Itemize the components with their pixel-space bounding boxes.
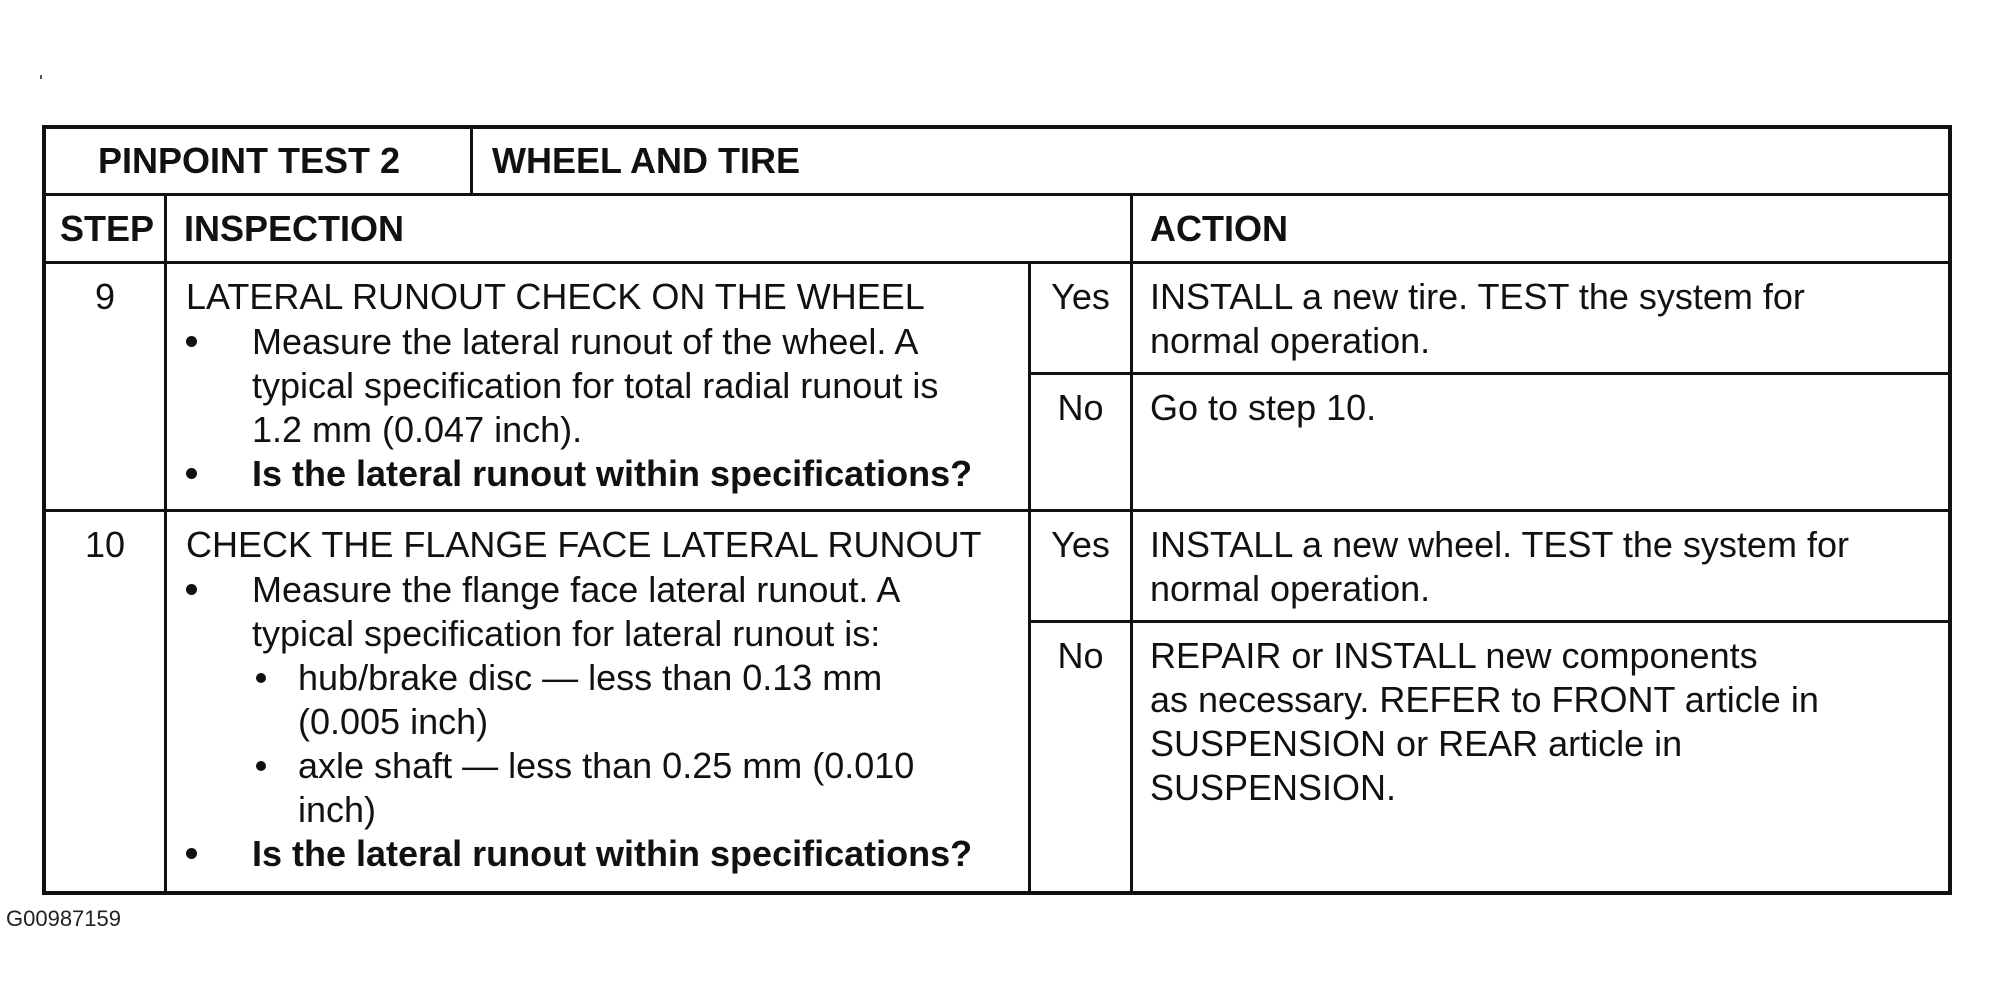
figure-code: G00987159 — [6, 906, 121, 931]
inspection-question: Is the lateral runout within specifications? — [252, 453, 973, 494]
bullet-icon — [186, 584, 197, 595]
rule-under-columns — [42, 261, 1952, 264]
rule-title-split — [470, 125, 473, 195]
column-header-step: STEP — [60, 208, 155, 249]
rule-step10-yes-no — [1028, 620, 1952, 623]
test-label: PINPOINT TEST 2 — [98, 140, 401, 181]
inspection-text-line: typical specification for lateral runout is: — [252, 613, 881, 654]
step-title: LATERAL RUNOUT CHECK ON THE WHEEL — [186, 276, 925, 317]
rule-step9-yes-no — [1028, 372, 1952, 375]
action-text-line: as necessary. REFER to FRONT article in — [1150, 679, 1819, 720]
inspection-text-line: Measure the lateral runout of the wheel. A — [252, 321, 919, 362]
sub-bullet-text-line: inch) — [298, 789, 377, 830]
sub-bullet-icon — [256, 761, 266, 771]
answer-yes-label: Yes — [1051, 524, 1110, 565]
action-text-line: INSTALL a new tire. TEST the system for — [1150, 276, 1805, 317]
step-number: 9 — [94, 276, 116, 317]
answer-yes-label: Yes — [1051, 276, 1110, 317]
sub-bullet-icon — [256, 673, 266, 683]
rule-action-column — [1130, 193, 1133, 895]
inspection-text-line: Measure the flange face lateral runout. A — [252, 569, 901, 610]
inspection-text-line: 1.2 mm (0.047 inch). — [252, 409, 583, 450]
rule-under-title — [42, 193, 1952, 196]
bullet-icon — [186, 468, 197, 479]
rule-answer-column — [1028, 261, 1031, 895]
action-text-line: SUSPENSION or REAR article in — [1150, 723, 1683, 764]
step-title: CHECK THE FLANGE FACE LATERAL RUNOUT — [186, 524, 982, 565]
answer-no-label: No — [1057, 635, 1104, 676]
action-text-line: REPAIR or INSTALL new components — [1150, 635, 1758, 676]
bullet-icon — [186, 848, 197, 859]
rule-step-column — [164, 193, 167, 895]
action-text-line: INSTALL a new wheel. TEST the system for — [1150, 524, 1849, 565]
answer-no-label: No — [1057, 387, 1104, 428]
action-text-line: Go to step 10. — [1150, 387, 1377, 428]
action-text-line: normal operation. — [1150, 568, 1431, 609]
column-header-inspection: INSPECTION — [184, 208, 405, 249]
action-text-line: normal operation. — [1150, 320, 1431, 361]
bullet-icon — [186, 336, 197, 347]
stray-mark — [40, 75, 42, 79]
step-number: 10 — [84, 524, 126, 565]
sub-bullet-text-line: hub/brake disc — less than 0.13 mm — [298, 657, 883, 698]
inspection-text-line: typical specification for total radial runout is — [252, 365, 939, 406]
sub-bullet-text-line: axle shaft — less than 0.25 mm (0.010 — [298, 745, 915, 786]
rule-between-steps — [42, 509, 1952, 512]
action-text-line: SUSPENSION. — [1150, 767, 1397, 808]
column-header-action: ACTION — [1150, 208, 1288, 249]
inspection-question: Is the lateral runout within specifications? — [252, 833, 973, 874]
test-title: WHEEL AND TIRE — [492, 140, 801, 181]
sub-bullet-text-line: (0.005 inch) — [298, 701, 489, 742]
